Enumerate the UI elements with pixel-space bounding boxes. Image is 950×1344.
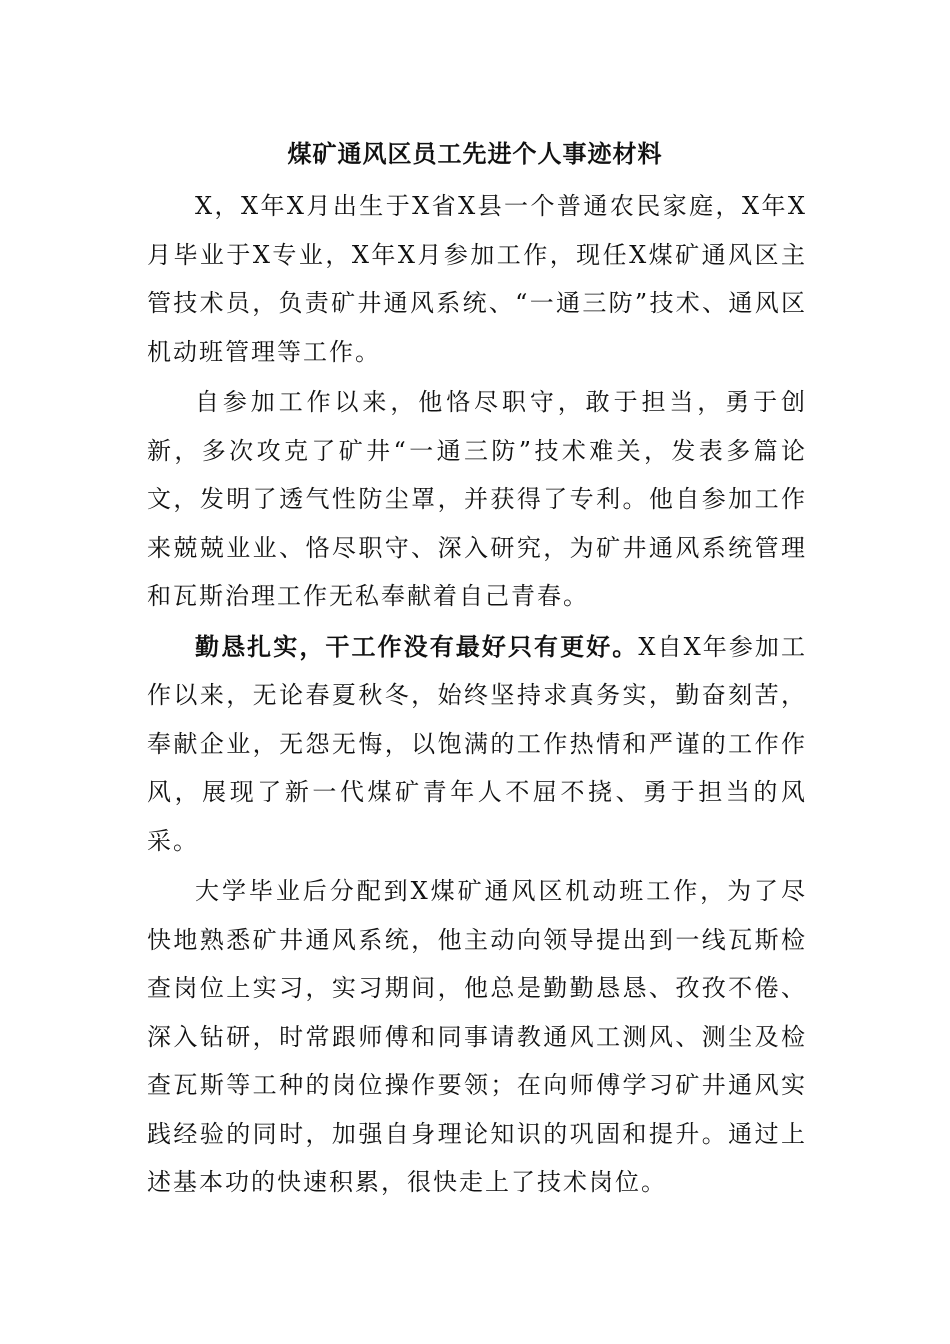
- paragraph-training: [147, 867, 807, 1207]
- document-body: [147, 182, 807, 1209]
- paragraph-intro: [147, 182, 807, 376]
- paragraph-text: 大学毕业后分配到X煤矿通风区机动班工作，为了尽快地熟悉矿井通风系统，他主动向领导提出到一线瓦斯检查岗位上实习，实习期间，他总是勤勤恳恳、孜孜不倦、深入钻研，时常跟师傅和同事请教通风工测风、测尘及检查瓦斯等工种的岗位操作要领；在向师傅学习矿井通风实践经验的同时，加强自身理论知识的巩固和提升。通过上述基本功的快速积累，很快走上了技术岗位。: [147, 877, 807, 1196]
- paragraph-lead-heading: 勤恳扎实，干工作没有最好只有更好。: [195, 631, 639, 661]
- paragraph-achievements: [147, 378, 807, 621]
- paragraph-text: X，X年X月出生于X省X县一个普通农民家庭，X年X月毕业于X专业，X年X月参加工作，现任X煤矿通风区主管技术员，负责矿井通风系统、“一通三防”技术、通风区机动班管理等工作。: [147, 192, 807, 366]
- document-title: 煤矿通风区员工先进个人事迹材料: [287, 139, 663, 168]
- paragraph-diligence: [147, 623, 807, 866]
- paragraph-text: 自参加工作以来，他恪尽职守，敢于担当，勇于创新，多次攻克了矿井“一通三防”技术难关，发表多篇论文，发明了透气性防尘罩，并获得了专利。他自参加工作来兢兢业业、恪尽职守、深入研究，为矿井通风系统管理和瓦斯治理工作无私奉献着自己青春。: [147, 388, 807, 610]
- paragraph-text: X自X年参加工作以来，无论春夏秋冬，始终坚持求真务实，勤奋刻苦，奉献企业，无怨无悔，以饱满的工作热情和严谨的工作作风，展现了新一代煤矿青年人不屈不挠、勇于担当的风采。: [147, 632, 808, 855]
